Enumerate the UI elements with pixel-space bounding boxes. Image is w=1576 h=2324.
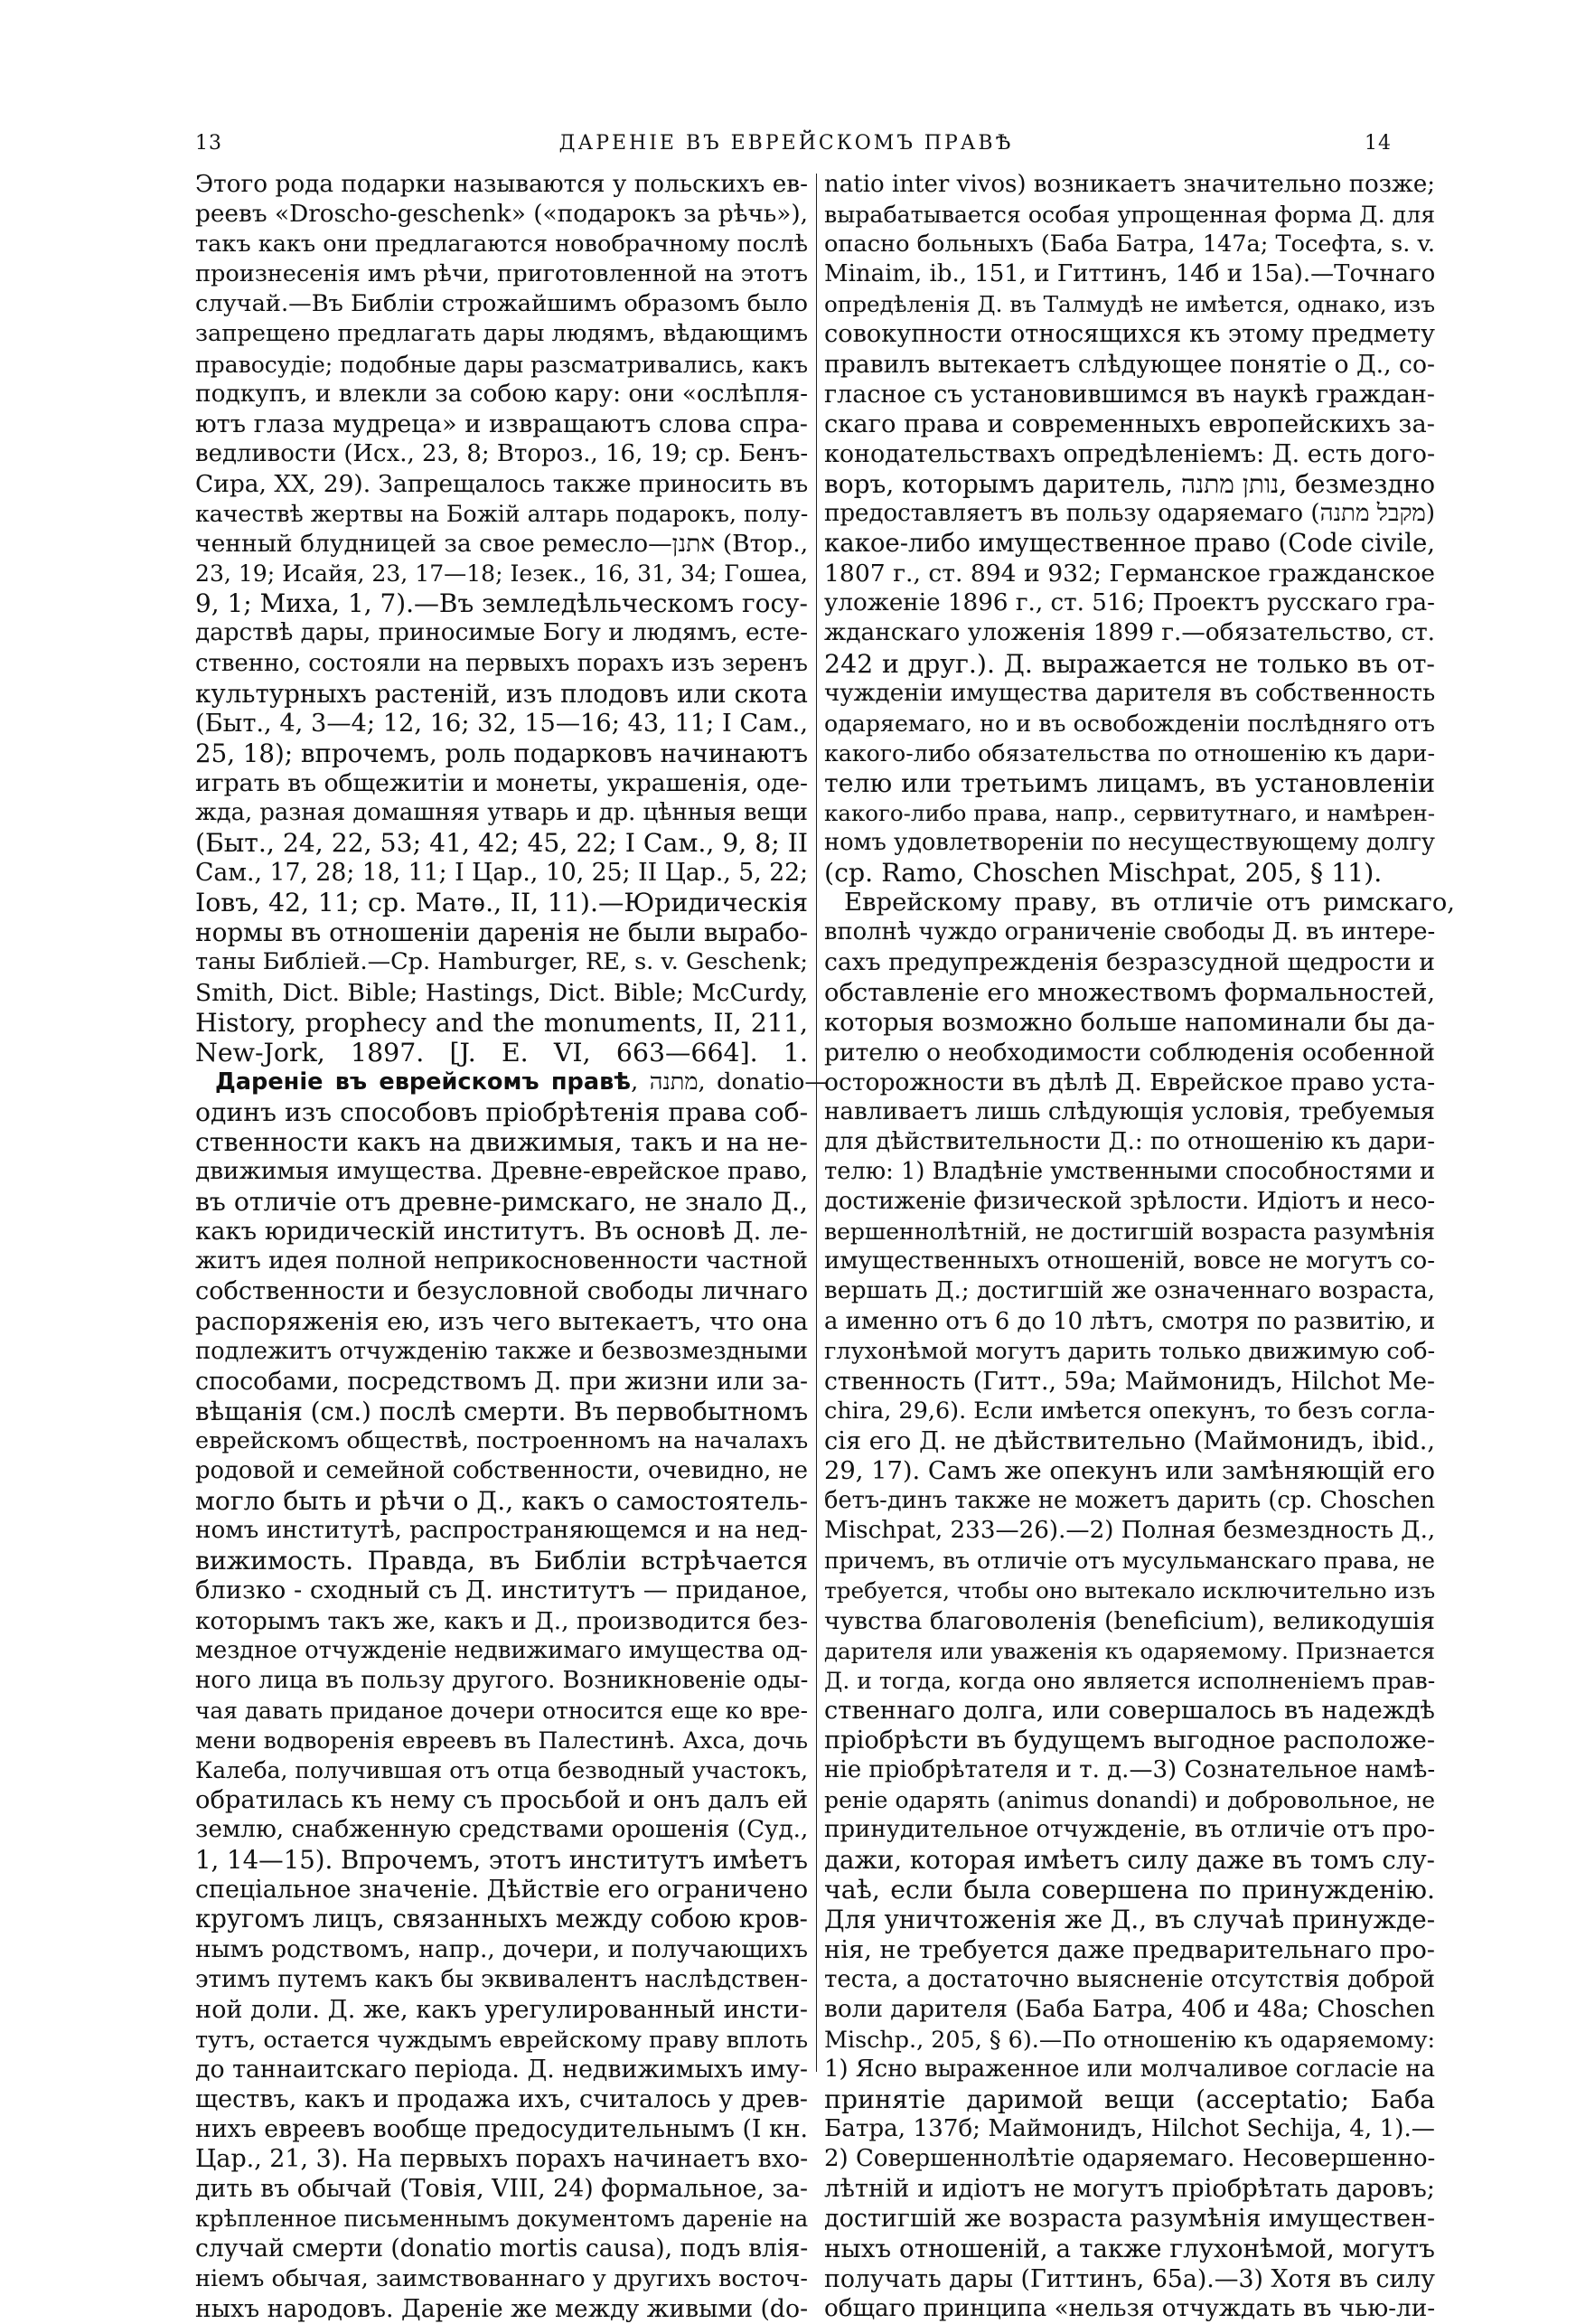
text-line: таны Библіей.—Ср. Hamburger, RE, s. v. Geschenk; (195, 948, 809, 976)
text-line: культурныхъ растеній, изъ плодовъ или скота (195, 678, 808, 709)
text-line: ственности какъ на движимыя, такъ и на не- (195, 1127, 808, 1157)
text-line: принудительное отчужденіе, въ отличіе отъ про- (824, 1816, 1435, 1844)
text-line: Smith, Dict. Bible; Hastings, Dict. Bible; McCurdy, (195, 978, 809, 1007)
text-line: ніемъ обычая, заимствованнаго у другихъ восточ- (195, 2264, 808, 2292)
text-line: какого-либо права, напр., сервитутнаго, и намѣрен- (824, 799, 1435, 826)
text-line: чая давать приданое дочери относится еще ко вре- (195, 1697, 808, 1724)
text-line: опредѣленія Д. въ Талмудѣ не имѣется, однако, изъ (824, 291, 1436, 318)
text-line: ченный блудницей за свое ремесло—אתנן (Втор., (195, 530, 809, 559)
text-line: Сам., 17, 28; 18, 11; I Цар., 10, 25; II Цар., 5, 22; (195, 859, 809, 888)
text-line: опасно больныхъ (Баба Батра, 147а; Тосефта, s. v. (824, 231, 1436, 259)
text-line: жданскаго уложенія 1899 г.—обязательство, ст. (824, 619, 1436, 647)
text-line: ютъ глаза мудреца» и извращаютъ слова спра- (195, 409, 808, 438)
text-line: обставленіе его множествомъ формальностей, (824, 978, 1436, 1007)
text-line: ственность (Гитт., 59а; Маймонидъ, Hilchot Me- (824, 1367, 1435, 1396)
text-line: одаряемаго, но и въ освобожденіи послѣдняго отъ (824, 710, 1435, 737)
text-line: 9, 1; Миха, 1, 7).—Въ земледѣльческомъ госу- (195, 588, 808, 619)
text-line: предоставляетъ въ пользу одаряемаго (מקבל מתנה) (824, 500, 1435, 528)
text-line: случай смерти (donatio mortis causa), подъ влія- (195, 2235, 809, 2263)
text-line: конодательствахъ опредѣленіемъ: Д. есть дого- (824, 439, 1436, 468)
text-line: такъ какъ они предлагаются новобрачному послѣ (195, 231, 808, 259)
text-line: 23, 19; Исайя, 23, 17—18; Іезек., 16, 31, 34; Гошеа, (195, 560, 808, 588)
text-line: Цар., 21, 3). На первыхъ порахъ начинаетъ вхо- (195, 2145, 809, 2174)
page-number-left: 13 (195, 132, 222, 155)
text-line: дарителя или уваженія къ одаряемому. Признается (824, 1637, 1435, 1664)
text-line: Іовъ, 42, 11; ср. Матѳ., II, 11).—Юридическія (195, 888, 808, 918)
text-line: New-Jork, 1897. [J. E. VI, 663—664]. 1. (195, 1037, 808, 1068)
text-line: 1807 г., ст. 894 и 932; Германское гражданское (824, 560, 1435, 588)
text-line: какое-либо имущественное право (Code civile, (824, 529, 1436, 559)
text-line: 242 и друг.). Д. выражается не только въ от- (824, 648, 1435, 679)
text-line: чужденіи имущества дарителя въ собственность (824, 679, 1436, 707)
text-line: chira, 29,6). Если имѣется опекунъ, то безъ согла- (824, 1397, 1436, 1425)
text-line: 1, 14—15). Впрочемъ, этотъ институтъ имѣетъ (195, 1845, 809, 1876)
text-line: причемъ, въ отличіе отъ мусульманскаго права, не (824, 1548, 1435, 1575)
text-line: Дареніе въ еврейскомъ правѣ, מתנה, donatio— (215, 1068, 828, 1096)
text-line: вѣщанія (см.) послѣ смерти. Въ первобытномъ (195, 1396, 809, 1426)
text-line: вершеннолѣтній, не достигшій возраста разумѣнія (824, 1218, 1435, 1246)
text-line: какого-либо обязательства по отношенію къ дари- (824, 739, 1435, 767)
text-line: подкупъ, и влекли за собою кару: они «ослѣпля- (195, 380, 809, 408)
text-line: ществъ, какъ и продажа ихъ, считалось у древ- (195, 2085, 808, 2113)
text-line: Сира, XX, 29). Запрещалось также приносить въ (195, 469, 809, 498)
text-line: близко - сходный съ Д. институтъ — приданое, (195, 1576, 809, 1605)
text-line: достиженіе физической зрѣлости. Идіотъ и несо- (824, 1188, 1436, 1216)
text-line: гласное съ установившимся въ наукѣ граждан- (824, 380, 1435, 409)
text-line: телю: 1) Владѣніе умственными способностями и (824, 1158, 1436, 1186)
text-line: для дѣйствительности Д.: по отношенію къ дари- (824, 1128, 1435, 1155)
text-line: (Быт., 4, 3—4; 12, 16; 32, 15—16; 43, 11; I Сам., (195, 709, 808, 738)
text-line: Этого рода подарки называются у польскихъ ев- (195, 171, 808, 198)
text-line: дить въ обычай (Товія, VIII, 24) формальное, за- (195, 2175, 808, 2204)
text-line: въ отличіе отъ древне-римскаго, не знало Д., (195, 1187, 808, 1218)
text-line: мени водворенія евреевъ въ Палестинѣ. Ахса, дочь (195, 1727, 808, 1754)
text-line: (ср. Ramo, Choschen Mischpat, 205, § 11). (824, 858, 1383, 889)
text-line: этимъ путемъ какъ бы эквивалентъ наслѣдствен- (195, 1965, 809, 1993)
text-line: нія, не требуется даже предварительнаго про- (824, 1935, 1435, 1964)
text-line: 25, 18); впрочемъ, роль подарковъ начинаютъ (195, 738, 809, 768)
text-line: кругомъ лицъ, связанныхъ между собою кров- (195, 1905, 808, 1934)
text-line: играть въ общежитіи и монеты, украшенія, оде- (195, 768, 808, 797)
text-line: 1) Ясно выраженное или молчаливое согласіе на (824, 2055, 1435, 2083)
text-line: правосудіе; подобные дары разсматривались, какъ (195, 351, 808, 378)
text-line: пріобрѣсти въ будущемъ выгодное расположе- (824, 1726, 1436, 1755)
text-line: рителю о необходимости соблюденія особенной (824, 1038, 1436, 1067)
text-line: ныхъ народовъ. Дареніе же между живыми (do- (195, 2294, 809, 2323)
text-line: воли дарителя (Баба Батра, 40б и 48а; Choschen (824, 1995, 1435, 2023)
text-line: Калеба, получившая отъ отца безводный участокъ, (195, 1756, 808, 1783)
text-line: подлежитъ отчужденію также и безвозмездными (195, 1337, 808, 1365)
text-line: бетъ-динъ также не можетъ дарить (ср. Choschen (824, 1487, 1435, 1515)
article-heading: Дареніе въ еврейскомъ правѣ (215, 1068, 632, 1096)
text-line: навливаетъ лишь слѣдующія условія, требуемыя (824, 1097, 1435, 1125)
text-line: Еврейскому праву, въ отличіе отъ римскаго, (844, 888, 1455, 917)
text-line: тутъ, остается чуждымъ еврейскому праву вплоть (195, 2025, 809, 2053)
text-line: а именно отъ 6 до 10 лѣтъ, смотря по развитію, и (824, 1307, 1436, 1335)
text-line: спеціальное значеніе. Дѣйствіе его ограничено (195, 1876, 809, 1905)
text-line: лѣтній и идіотъ не могутъ пріобрѣтать даровъ; (824, 2175, 1435, 2204)
text-line: произнесенія имъ рѣчи, приготовленной на этотъ (195, 260, 808, 288)
text-line: Mischp., 205, § 6).—По отношенію къ одаряемому: (824, 2025, 1436, 2053)
text-line: Батра, 137б; Маймонидъ, Hilchot Sechija, 4, 1).— (824, 2115, 1435, 2143)
text-line: History, prophecy and the monuments, II, 211, (195, 1007, 808, 1038)
text-line: какъ юридическій институтъ. Въ основѣ Д. ле- (195, 1218, 809, 1247)
text-line: собственности и безусловной свободы личнаго (195, 1277, 809, 1306)
text-line: землю, снабженную средствами орошенія (Суд., (195, 1816, 809, 1844)
text-line: Mischpat, 233—26).—2) Полная безмездность Д., (824, 1517, 1436, 1545)
text-line: Minaim, ib., 151, и Гиттинъ, 14б и 15а).—Точнаго (824, 260, 1436, 288)
text-line: вполнѣ чуждо ограниченіе свободы Д. въ интере- (824, 918, 1436, 946)
text-line: получать дары (Гиттинъ, 65а).—3) Хотя въ силу (824, 2264, 1435, 2293)
text-line: ныхъ отношеній, а также глухонѣмой, могутъ (824, 2234, 1436, 2264)
text-line: совокупности относящихся къ этому предмету (824, 320, 1435, 349)
text-line: распоряженія ею, изъ чего вытекаетъ, что она (195, 1307, 809, 1336)
text-line: имущественныхъ отношеній, вовсе не могутъ со- (824, 1247, 1435, 1275)
text-line: осторожности въ дѣлѣ Д. Еврейское право уста- (824, 1068, 1436, 1096)
text-line: нихъ евреевъ вообще предосудительнымъ (I кн. (195, 2115, 809, 2144)
text-line: еврейскомъ обществѣ, построенномъ на началахъ (195, 1426, 809, 1454)
text-line: сія его Д. не дѣйствительно (Маймонидъ, ibid., (824, 1426, 1435, 1455)
text-line: качествѣ жертвы на Божій алтарь подарокъ, полу- (195, 501, 809, 528)
text-line: телю или третьимъ лицамъ, въ установленіи (824, 767, 1435, 798)
text-line: вижимость. Правда, въ Библіи встрѣчается (195, 1546, 808, 1576)
text-line: случай.—Въ Библіи строжайшимъ образомъ было (195, 290, 809, 318)
right-column (824, 170, 1455, 2324)
text-line: житъ идея полной неприкосновенности частной (195, 1247, 808, 1275)
text-line: чувства благоволенія (beneficium), великодушія (824, 1606, 1436, 1635)
text-line: 2) Совершеннолѣтіе одаряемаго. Несовершенно- (824, 2145, 1436, 2173)
text-line: правилъ вытекаетъ слѣдующее понятіе о Д., со- (824, 350, 1435, 379)
text-line: ной доли. Д. же, какъ урегулированный инсти- (195, 1995, 808, 2024)
text-line: вырабатывается особая упрощенная форма Д. для (824, 202, 1436, 229)
text-line: скаго права и современныхъ европейскихъ за- (824, 409, 1435, 438)
text-line: могло быть и рѣчи о Д., какъ о самостоятель- (195, 1486, 809, 1517)
text-line: реніе одарять (animus donandi) и добровольное, не (824, 1787, 1436, 1814)
text-line: общаго принципа «нельзя отчуждать въ чью-ли- (824, 2294, 1436, 2322)
text-line: сахъ предупрежденія безразсудной щедрости и (824, 948, 1435, 977)
text-line: ственнаго долга, или совершалось въ надеждѣ (824, 1696, 1435, 1725)
text-line: номъ институтѣ, распространяющемся и на нед- (195, 1517, 808, 1545)
text-line: достигшій же возраста разумѣнія имуществен- (824, 2205, 1436, 2234)
text-line: natio inter vivos) возникаетъ значительно позже; (824, 171, 1435, 198)
text-line: нымъ родствомъ, напр., дочери, и получающихъ (195, 1935, 808, 1963)
text-line: жда, разная домашняя утварь и др. цѣнныя вещи (195, 798, 808, 826)
text-line: Д. и тогда, когда оно является исполненіемъ прав- (824, 1667, 1436, 1694)
text-line: ного лица въ пользу другого. Возникновеніе оды- (195, 1666, 809, 1694)
text-line: одинъ изъ способовъ пріобрѣтенія права соб- (195, 1096, 809, 1127)
text-line: чаѣ, если была совершена по принужденію. (824, 1875, 1435, 1905)
text-line: нормы въ отношеніи даренія не были вырабо- (195, 917, 809, 948)
text-line: воръ, которымъ даритель, נותן מתנה, безмездно (824, 468, 1436, 499)
text-line: родовой и семейной собственности, очевидно, не (195, 1457, 808, 1485)
text-line: запрещено предлагать дары людямъ, вѣдающимъ (195, 320, 808, 348)
text-line: 29, 17). Самъ же опекунъ или замѣняющій его (824, 1457, 1436, 1486)
text-line: реевъ «Droscho-geschenk» («подарокъ за рѣчь»), (195, 201, 808, 229)
text-line: крѣпленное письменнымъ документомъ дареніе на (195, 2206, 809, 2233)
column-divider (816, 174, 817, 2072)
text-line: мездное отчужденіе недвижимаго имущества од- (195, 1636, 808, 1664)
text-line: ведливости (Исх., 23, 8; Второз., 16, 19; ср. Бенъ- (195, 439, 809, 467)
text-line: способами, посредствомъ Д. при жизни или за- (195, 1367, 809, 1396)
text-line: ственно, состояли на первыхъ порахъ изъ зеренъ (195, 649, 808, 677)
text-line: ніе пріобрѣтателя и т. д.—3) Сознательное намѣ- (824, 1755, 1436, 1783)
text-line: движимыя имущества. Древне-еврейское право, (195, 1158, 809, 1186)
text-line: (Быт., 24, 22, 53; 41, 42; 45, 22; I Сам., 9, 8; II (195, 828, 809, 859)
text-line: требуется, чтобы оно вытекало исключительно изъ (824, 1577, 1436, 1604)
text-line: вершать Д.; достигшій же означеннаго возраста, (824, 1277, 1435, 1305)
text-line: обратилась къ нему съ просьбой и онъ далъ ей (195, 1786, 809, 1815)
page-number-right: 14 (1365, 132, 1392, 155)
text-line: дажи, которая имѣетъ силу даже въ томъ слу- (824, 1845, 1435, 1876)
text-line: которымъ такъ же, какъ и Д., производится без- (195, 1606, 809, 1635)
text-line: номъ удовлетвореніи по несуществующему долгу (824, 829, 1435, 857)
text-line: теста, а достаточно выясненіе отсутствія доброй (824, 1965, 1435, 1993)
running-title: ДАРЕНІЕ ВЪ ЕВРЕЙСКОМЪ ПРАВѢ (558, 132, 1014, 155)
text-line: глухонѣмой могутъ дарить только движимую соб- (824, 1337, 1436, 1365)
left-column (195, 170, 828, 2324)
text-line: которыя возможно больше напоминали бы да- (824, 1008, 1436, 1037)
text-line: до таннаитскаго періода. Д. недвижимыхъ иму- (195, 2055, 808, 2084)
text-line: дарствѣ дары, приносимые Богу и людямъ, есте- (195, 619, 808, 647)
text-line: принятіе даримой вещи (acceptatio; Баба (824, 2084, 1435, 2114)
text-line: уложеніе 1896 г., ст. 516; Проектъ русскаго гра- (824, 589, 1435, 617)
text-line: Для уничтоженія же Д., въ случаѣ принужде- (824, 1905, 1436, 1935)
